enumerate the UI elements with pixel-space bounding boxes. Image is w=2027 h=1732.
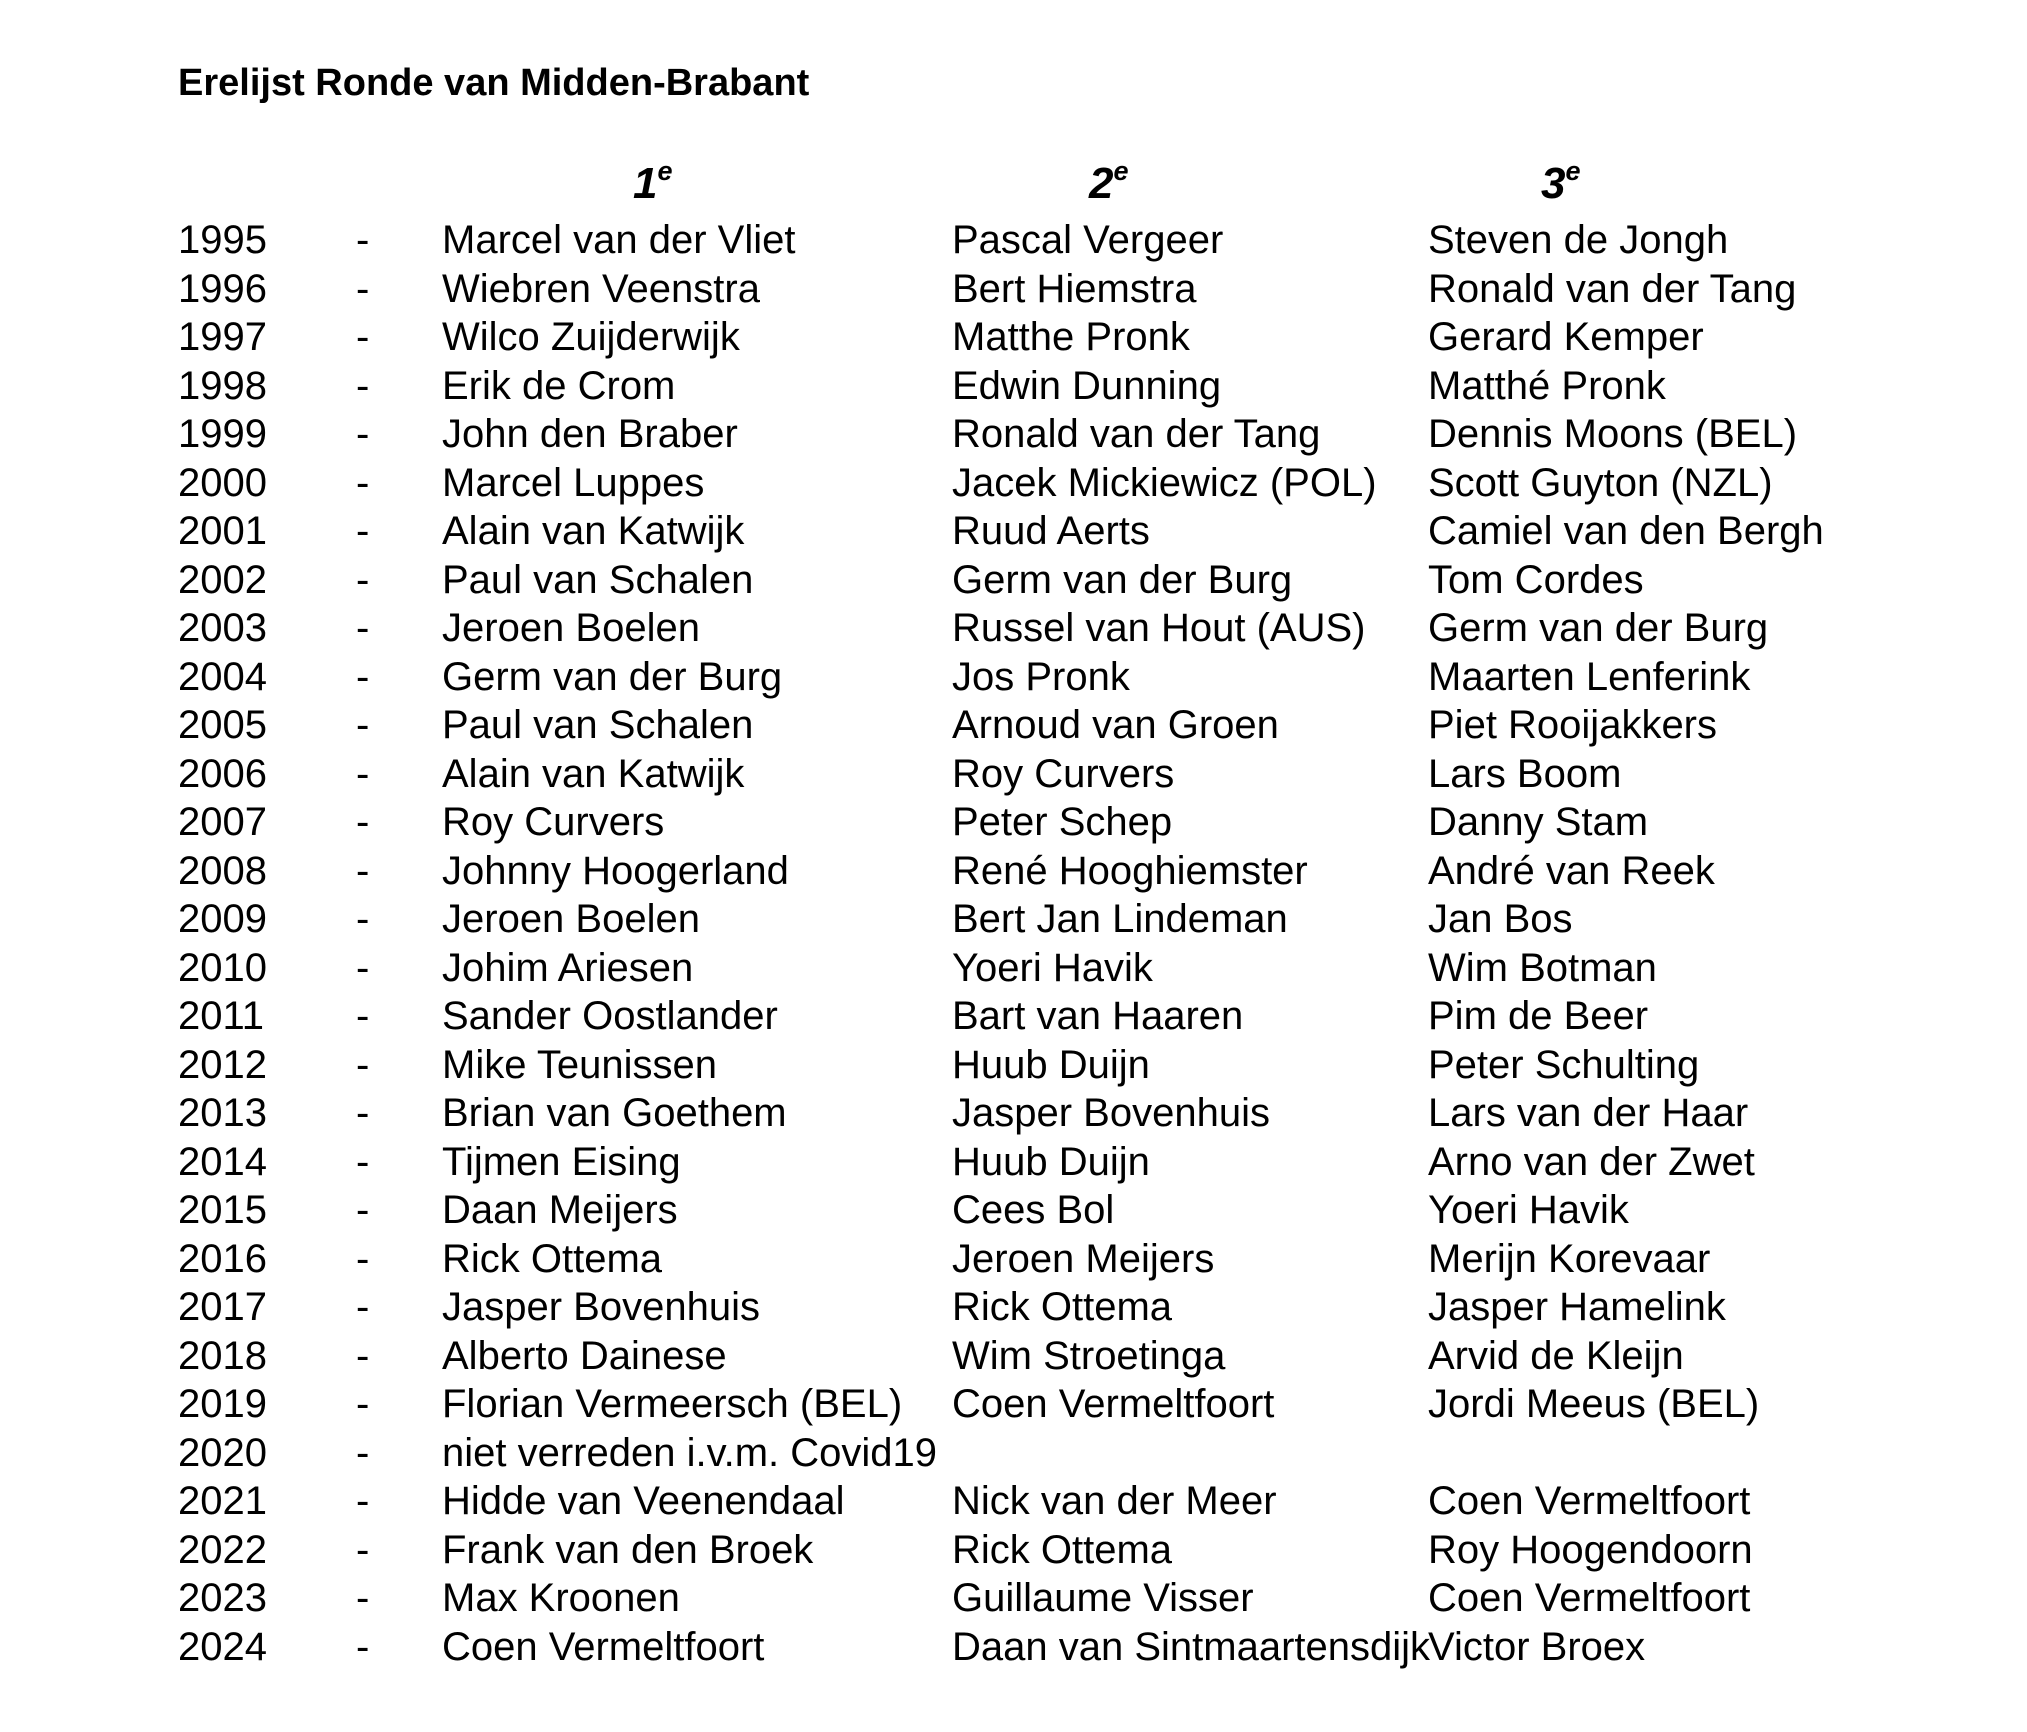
third-place-cell: Camiel van den Bergh: [1428, 509, 1824, 553]
first-place-cell: Wilco Zuijderwijk: [442, 315, 740, 359]
third-place-cell: Jordi Meeus (BEL): [1428, 1382, 1760, 1426]
first-place-cell: Frank van den Broek: [442, 1527, 814, 1572]
result-row: [0, 1574, 2027, 1623]
first-place-cell: Marcel Luppes: [442, 460, 705, 505]
header-first-suffix: e: [657, 156, 673, 186]
second-place-cell: Ruud Aerts: [952, 509, 1150, 553]
first-place-cell: Coen Vermeltfoort: [442, 1624, 765, 1669]
year-cell: 2004: [178, 654, 267, 699]
first-place-cell: Rick Ottema: [442, 1236, 663, 1281]
result-row: [0, 459, 2027, 508]
second-place-cell: Huub Duijn: [952, 1139, 1150, 1184]
first-place-cell: Max Kroonen: [442, 1576, 680, 1620]
result-row: [0, 1623, 2027, 1672]
second-place-cell: Peter Schep: [952, 800, 1173, 844]
header-third-place: [1541, 157, 1581, 211]
result-row: [0, 944, 2027, 993]
second-place-cell: Jasper Bovenhuis: [952, 1091, 1270, 1135]
dash-separator: -: [356, 363, 370, 408]
first-place-cell: John den Braber: [442, 412, 738, 456]
third-place-cell: Jasper Hamelink: [1428, 1285, 1726, 1329]
year-cell: 2014: [178, 1139, 267, 1184]
dash-separator: -: [356, 1382, 370, 1426]
dash-separator: -: [356, 1624, 370, 1669]
dash-separator: -: [356, 1333, 370, 1378]
second-place-cell: Jos Pronk: [952, 654, 1130, 699]
third-place-cell: Jan Bos: [1428, 897, 1573, 941]
year-cell: 2013: [178, 1091, 267, 1135]
first-place-cell: Alain van Katwijk: [442, 509, 745, 553]
result-row: [0, 313, 2027, 362]
first-place-cell: Alain van Katwijk: [442, 751, 745, 796]
year-cell: 2003: [178, 606, 267, 650]
first-place-cell: Mike Teunissen: [442, 1042, 717, 1087]
third-place-cell: Yoeri Havik: [1428, 1188, 1629, 1232]
dash-separator: -: [356, 848, 370, 893]
first-place-cell: Roy Curvers: [442, 800, 665, 844]
header-second-suffix: e: [1113, 156, 1129, 186]
second-place-cell: Pascal Vergeer: [952, 218, 1224, 262]
first-place-cell: Wiebren Veenstra: [442, 266, 760, 311]
first-place-cell: Marcel van der Vliet: [442, 218, 796, 262]
header-third-suffix: e: [1565, 156, 1581, 186]
header-third-number: 3: [1541, 159, 1566, 208]
second-place-cell: Wim Stroetinga: [952, 1333, 1226, 1378]
dash-separator: -: [356, 460, 370, 505]
result-row: [0, 1041, 2027, 1090]
result-row: [0, 1526, 2027, 1575]
header-first-place: [633, 157, 673, 211]
dash-separator: -: [356, 994, 370, 1038]
year-cell: 2021: [178, 1479, 267, 1523]
dash-separator: -: [356, 800, 370, 844]
year-cell: 2017: [178, 1285, 267, 1329]
result-row: [0, 992, 2027, 1041]
year-cell: 1997: [178, 315, 267, 359]
year-cell: 2015: [178, 1188, 267, 1232]
first-place-cell: Jeroen Boelen: [442, 897, 700, 941]
year-cell: 2016: [178, 1236, 267, 1281]
result-row: [0, 1186, 2027, 1235]
result-row: [0, 1332, 2027, 1381]
first-place-cell: Tijmen Eising: [442, 1139, 681, 1184]
year-cell: 2009: [178, 897, 267, 941]
second-place-cell: Russel van Hout (AUS): [952, 606, 1366, 650]
dash-separator: -: [356, 751, 370, 796]
second-place-cell: Bert Jan Lindeman: [952, 897, 1288, 941]
dash-separator: -: [356, 315, 370, 359]
year-cell: 1999: [178, 412, 267, 456]
second-place-cell: Huub Duijn: [952, 1042, 1150, 1087]
dash-separator: -: [356, 266, 370, 311]
third-place-cell: Arno van der Zwet: [1428, 1139, 1755, 1184]
first-place-cell: Sander Oostlander: [442, 994, 778, 1038]
year-cell: 2006: [178, 751, 267, 796]
header-second-number: 2: [1089, 159, 1114, 208]
dash-separator: -: [356, 1479, 370, 1523]
first-place-cell: Johim Ariesen: [442, 945, 694, 990]
first-place-cell: Paul van Schalen: [442, 557, 754, 602]
third-place-cell: Dennis Moons (BEL): [1428, 412, 1798, 456]
year-cell: 2024: [178, 1624, 267, 1669]
third-place-cell: Steven de Jongh: [1428, 218, 1729, 262]
second-place-cell: Bert Hiemstra: [952, 266, 1197, 311]
dash-separator: -: [356, 606, 370, 650]
second-place-cell: René Hooghiemster: [952, 848, 1308, 893]
dash-separator: -: [356, 654, 370, 699]
result-row: [0, 556, 2027, 605]
result-row: [0, 798, 2027, 847]
year-cell: 1996: [178, 266, 267, 311]
results-list: [0, 216, 2027, 1671]
year-cell: 2020: [178, 1430, 267, 1475]
dash-separator: -: [356, 1091, 370, 1135]
year-cell: 2023: [178, 1576, 267, 1620]
second-place-cell: Matthe Pronk: [952, 315, 1190, 359]
second-place-cell: Arnoud van Groen: [952, 703, 1279, 747]
dash-separator: -: [356, 509, 370, 553]
second-place-cell: Jacek Mickiewicz (POL): [952, 460, 1377, 505]
result-row: [0, 847, 2027, 896]
result-row: [0, 1477, 2027, 1526]
third-place-cell: Matthé Pronk: [1428, 363, 1666, 408]
first-place-cell: Johnny Hoogerland: [442, 848, 789, 893]
result-row: [0, 410, 2027, 459]
result-row: [0, 362, 2027, 411]
second-place-cell: Nick van der Meer: [952, 1479, 1277, 1523]
second-place-cell: Cees Bol: [952, 1188, 1115, 1232]
second-place-cell: Daan van Sintmaartensdijk: [952, 1624, 1431, 1669]
year-cell: 1998: [178, 363, 267, 408]
first-place-cell: Jeroen Boelen: [442, 606, 700, 650]
second-place-cell: Rick Ottema: [952, 1285, 1173, 1329]
header-first-number: 1: [633, 159, 658, 208]
result-row: [0, 1138, 2027, 1187]
dash-separator: -: [356, 1188, 370, 1232]
result-row: [0, 1283, 2027, 1332]
third-place-cell: Lars Boom: [1428, 751, 1622, 796]
year-cell: 2008: [178, 848, 267, 893]
third-place-cell: Coen Vermeltfoort: [1428, 1479, 1751, 1523]
second-place-cell: Roy Curvers: [952, 751, 1175, 796]
result-row: [0, 750, 2027, 799]
result-row: [0, 1429, 2027, 1478]
dash-separator: -: [356, 1236, 370, 1281]
third-place-cell: Wim Botman: [1428, 945, 1657, 990]
third-place-cell: Danny Stam: [1428, 800, 1649, 844]
third-place-cell: Piet Rooijakkers: [1428, 703, 1718, 747]
result-row: [0, 1235, 2027, 1284]
first-place-cell: Paul van Schalen: [442, 703, 754, 747]
third-place-cell: Ronald van der Tang: [1428, 266, 1797, 311]
third-place-cell: Victor Broex: [1428, 1624, 1646, 1669]
dash-separator: -: [356, 1527, 370, 1572]
dash-separator: -: [356, 218, 370, 262]
year-cell: 2002: [178, 557, 267, 602]
dash-separator: -: [356, 1139, 370, 1184]
result-row: [0, 507, 2027, 556]
dash-separator: -: [356, 703, 370, 747]
dash-separator: -: [356, 1042, 370, 1087]
dash-separator: -: [356, 897, 370, 941]
second-place-cell: Bart van Haaren: [952, 994, 1244, 1038]
second-place-cell: Edwin Dunning: [952, 363, 1222, 408]
year-cell: 2018: [178, 1333, 267, 1378]
result-row: [0, 265, 2027, 314]
first-place-cell: niet verreden i.v.m. Covid19: [442, 1430, 938, 1475]
result-row: [0, 604, 2027, 653]
second-place-cell: Guillaume Visser: [952, 1576, 1254, 1620]
dash-separator: -: [356, 945, 370, 990]
year-cell: 2007: [178, 800, 267, 844]
third-place-cell: Gerard Kemper: [1428, 315, 1704, 359]
result-row: [0, 895, 2027, 944]
third-place-cell: Pim de Beer: [1428, 994, 1649, 1038]
third-place-cell: Coen Vermeltfoort: [1428, 1576, 1751, 1620]
year-cell: 2019: [178, 1382, 267, 1426]
third-place-cell: Arvid de Kleijn: [1428, 1333, 1684, 1378]
header-second-place: [1089, 157, 1129, 211]
year-cell: 2001: [178, 509, 267, 553]
first-place-cell: Brian van Goethem: [442, 1091, 787, 1135]
dash-separator: -: [356, 1576, 370, 1620]
year-cell: 2005: [178, 703, 267, 747]
third-place-cell: Peter Schulting: [1428, 1042, 1700, 1087]
year-cell: 2010: [178, 945, 267, 990]
third-place-cell: André van Reek: [1428, 848, 1715, 893]
first-place-cell: Erik de Crom: [442, 363, 676, 408]
third-place-cell: Germ van der Burg: [1428, 606, 1769, 650]
year-cell: 2000: [178, 460, 267, 505]
result-row: [0, 701, 2027, 750]
dash-separator: -: [356, 557, 370, 602]
second-place-cell: Rick Ottema: [952, 1527, 1173, 1572]
third-place-cell: Lars van der Haar: [1428, 1091, 1749, 1135]
third-place-cell: Scott Guyton (NZL): [1428, 460, 1773, 505]
dash-separator: -: [356, 412, 370, 456]
first-place-cell: Florian Vermeersch (BEL): [442, 1382, 903, 1426]
third-place-cell: Roy Hoogendoorn: [1428, 1527, 1753, 1572]
first-place-cell: Jasper Bovenhuis: [442, 1285, 760, 1329]
second-place-cell: Jeroen Meijers: [952, 1236, 1215, 1281]
second-place-cell: Yoeri Havik: [952, 945, 1153, 990]
year-cell: 2011: [178, 994, 265, 1038]
first-place-cell: Daan Meijers: [442, 1188, 678, 1232]
first-place-cell: Germ van der Burg: [442, 654, 783, 699]
year-cell: 1995: [178, 218, 267, 262]
year-cell: 2022: [178, 1527, 267, 1572]
first-place-cell: Alberto Dainese: [442, 1333, 727, 1378]
third-place-cell: Tom Cordes: [1428, 557, 1644, 602]
second-place-cell: Ronald van der Tang: [952, 412, 1321, 456]
third-place-cell: Maarten Lenferink: [1428, 654, 1751, 699]
year-cell: 2012: [178, 1042, 267, 1087]
result-row: [0, 1089, 2027, 1138]
second-place-cell: Germ van der Burg: [952, 557, 1293, 602]
second-place-cell: Coen Vermeltfoort: [952, 1382, 1275, 1426]
result-row: [0, 1380, 2027, 1429]
page-title: Erelijst Ronde van Midden-Brabant: [178, 62, 810, 104]
result-row: [0, 653, 2027, 702]
result-row: [0, 216, 2027, 265]
dash-separator: -: [356, 1430, 370, 1475]
third-place-cell: Merijn Korevaar: [1428, 1236, 1711, 1281]
dash-separator: -: [356, 1285, 370, 1329]
first-place-cell: Hidde van Veenendaal: [442, 1479, 845, 1523]
